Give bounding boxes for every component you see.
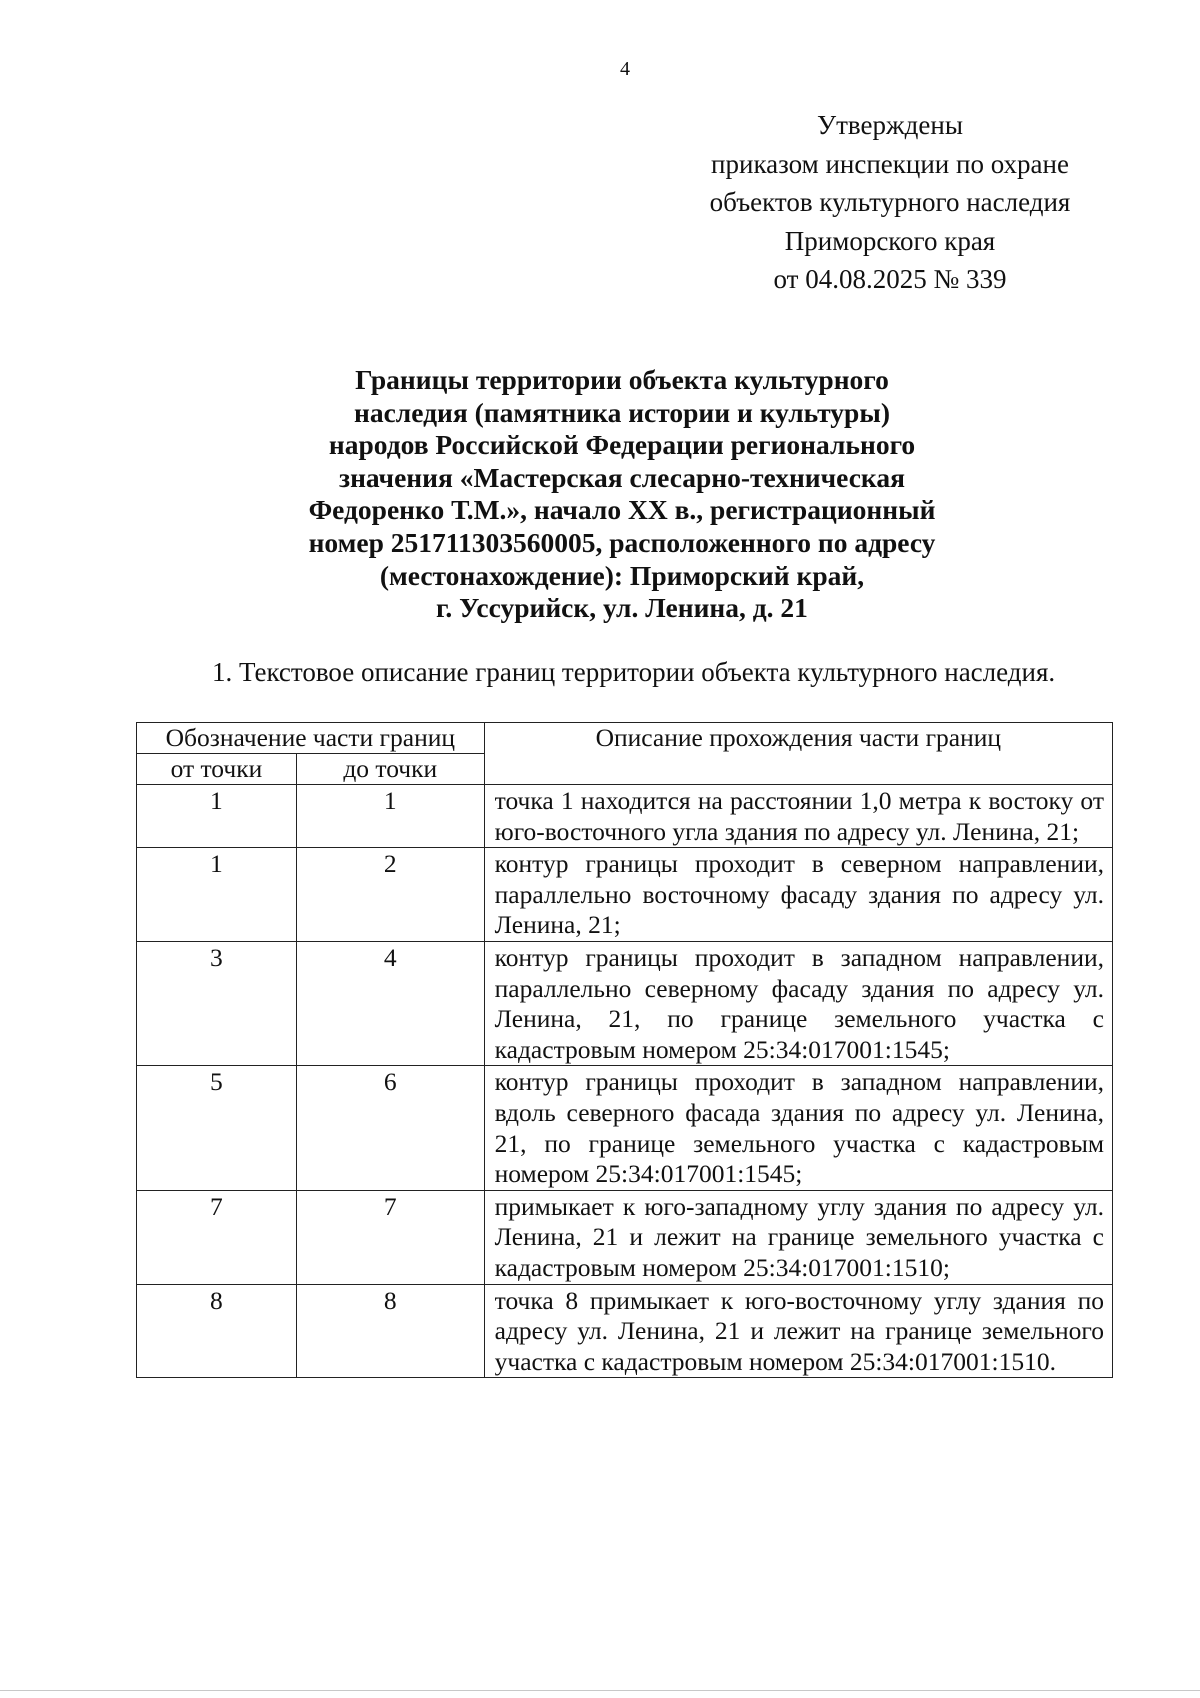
header-from: от точки (137, 754, 297, 785)
cell-description: примыкает к юго-западному углу здания по адресу ул. Ленина, 21 и лежит на границе земельного участка с кадастровым номером 25:34:017001:1510; (484, 1190, 1112, 1284)
table-header-row (137, 723, 1113, 754)
table-row (137, 941, 1113, 1065)
table-row (137, 1190, 1113, 1284)
document-title (150, 364, 1094, 625)
cell-to: 2 (296, 848, 484, 942)
title-line: наследия (памятника истории и культуры) (354, 396, 890, 428)
title-line: значения «Мастерская слесарно-техническая (339, 461, 905, 493)
cell-to: 6 (296, 1066, 484, 1190)
header-to: до точки (296, 754, 484, 785)
cell-from: 5 (137, 1066, 297, 1190)
header-description: Описание прохождения части границ (484, 723, 1112, 785)
cell-from: 3 (137, 941, 297, 1065)
title-line: народов Российской Федерации регионального (328, 429, 916, 461)
cell-description: контур границы проходит в западном направлении, вдоль северного фасада здания по адресу ул. Ленина, 21, по границе земельного участка с кадастровым номером 25:34:017001:1545; (484, 1066, 1112, 1190)
cell-to: 8 (296, 1284, 484, 1378)
title-line: (местонахождение): Приморский край, (379, 559, 865, 591)
approval-line: от 04.08.2025 № 339 (773, 264, 1007, 294)
approval-line: приказом инспекции по охране (711, 148, 1069, 179)
table-row (137, 848, 1113, 942)
cell-to: 4 (296, 941, 484, 1065)
cell-description: контур границы проходит в северном направлении, параллельно восточному фасаду здания по адресу ул. Ленина, 21; (484, 848, 1112, 942)
section-heading: 1. Текстовое описание границ территории объекта культурного наследия. (212, 657, 1056, 687)
cell-from: 8 (137, 1284, 297, 1378)
approval-line: Утверждены (817, 110, 963, 140)
title-line: номер 251711303560005, расположенного по адресу (308, 526, 936, 558)
cell-to: 1 (296, 785, 484, 848)
cell-description: контур границы проходит в западном направлении, параллельно северному фасаду здания по адресу ул. Ленина, 21, по границе земельного участка с кадастровым номером 25:34:017001:1545; (484, 941, 1112, 1065)
table-row (137, 785, 1113, 848)
cell-to: 7 (296, 1190, 484, 1284)
title-line: Федоренко Т.М.», начало XX в., регистрационный (308, 494, 936, 526)
page-number: 4 (620, 58, 630, 80)
title-line: Границы территории объекта культурного (355, 364, 889, 395)
approval-stamp (600, 106, 1180, 299)
cell-description: точка 8 примыкает к юго-восточному углу здания по адресу ул. Ленина, 21 и лежит на границе земельного участка с кадастровым номером 25:34:017001:1510. (484, 1284, 1112, 1378)
cell-from: 1 (137, 785, 297, 848)
title-line: г. Уссурийск, ул. Ленина, д. 21 (436, 592, 808, 624)
cell-from: 1 (137, 848, 297, 942)
cell-description: точка 1 находится на расстоянии 1,0 метра к востоку от юго-восточного угла здания по адресу ул. Ленина, 21; (484, 785, 1112, 848)
table-row (137, 1284, 1113, 1378)
approval-line: Приморского края (784, 225, 996, 256)
boundary-table (136, 722, 1113, 1378)
approval-line: объектов культурного наследия (709, 187, 1071, 217)
cell-from: 7 (137, 1190, 297, 1284)
table-row (137, 1066, 1113, 1190)
header-group: Обозначение части границ (137, 723, 485, 754)
page-bottom-divider (0, 1690, 1200, 1691)
